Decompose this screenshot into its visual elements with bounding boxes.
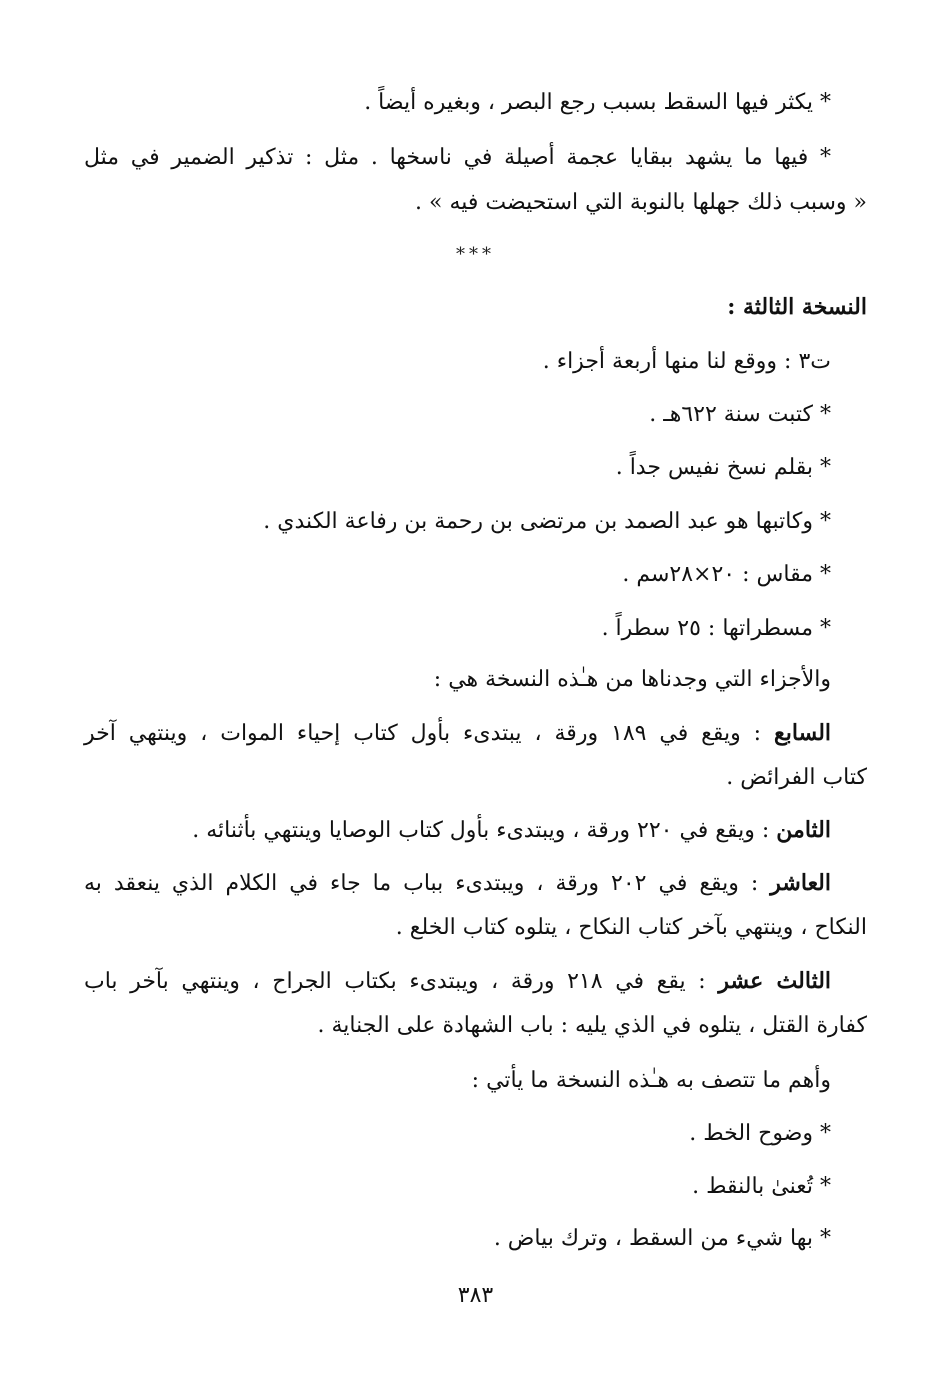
part-text: : ويقع في ١٨٩ ورقة ، يبتدىء بأول كتاب إحياء الموات ، وينتهي آخر [84,721,775,746]
section-separator: *** [456,244,495,265]
part-label: الثالث عشر [718,968,832,994]
parts-intro: والأجزاء التي وجدناها من هـٰذه النسخة هي : [433,667,831,692]
bullet-line: * مسطراتها : ٢٥ سطراً . [601,616,831,641]
part-tenth-line2: النكاح ، وينتهي بآخر كتاب النكاح ، يتلوه كتاب الخلع . [395,915,867,940]
section-title: النسخة الثالثة : [727,294,867,320]
features-intro: وأهم ما تتصف به هـٰذه النسخة ما يأتي : [471,1068,831,1093]
bullet-line: * تُعنىٰ بالنقط . [692,1174,831,1199]
intro-line: ت٣ : ووقع لنا منها أربعة أجزاء . [542,349,831,374]
page-number: ٣٨٣ [457,1283,494,1308]
part-seventh-line1 [84,718,831,749]
bullet-line: * يكثر فيها السقط بسبب رجع البصر ، وبغيره أيضاً . [364,90,831,115]
part-text: : يقع في ٢١٨ ورقة ، ويبتدىء بكتاب الجراح ، وينتهي بآخر باب [84,969,719,994]
part-text: : ويقع في ٢٢٠ ورقة ، ويبتدىء بأول كتاب الوصايا وينتهي بأثنائه . [192,818,777,843]
bullet-line: * فيها ما يشهد ببقايا عجمة أصيلة في ناسخها . مثل : تذكير الضمير في مثل [84,145,831,170]
part-seventh-line2: كتاب الفرائض . [726,765,867,790]
bullet-line: * مقاس : ٢٠×٢٨سم . [622,562,831,587]
part-label: السابع [774,720,832,746]
part-tenth-line1 [84,868,831,899]
bullet-line: * كتبت سنة ٦٢٢هـ . [649,402,831,427]
paragraph-line: « وسبب ذلك جهلها بالنوبة التي استحيضت فيه » . [415,190,867,215]
bullet-line: * بقلم نسخ نفيس جداً . [615,455,831,480]
part-thirteenth-line2: كفارة القتل ، يتلوه في الذي يليه : باب الشهادة على الجناية . [317,1013,867,1038]
part-label: الثامن [776,817,831,843]
part-eighth-line1 [192,815,831,846]
bullet-line: * بها شيء من السقط ، وترك بياض . [493,1226,831,1251]
part-text: : ويقع في ٢٠٢ ورقة ، ويبتدىء بباب ما جاء في الكلام الذي ينعقد به [84,871,771,896]
bullet-line: * وضوح الخط . [689,1121,831,1146]
bullet-line: * وكاتبها هو عبد الصمد بن مرتضى بن رحمة بن رفاعة الكندي . [263,509,831,534]
part-label: العاشر [770,870,832,896]
part-thirteenth-line1 [84,966,831,997]
